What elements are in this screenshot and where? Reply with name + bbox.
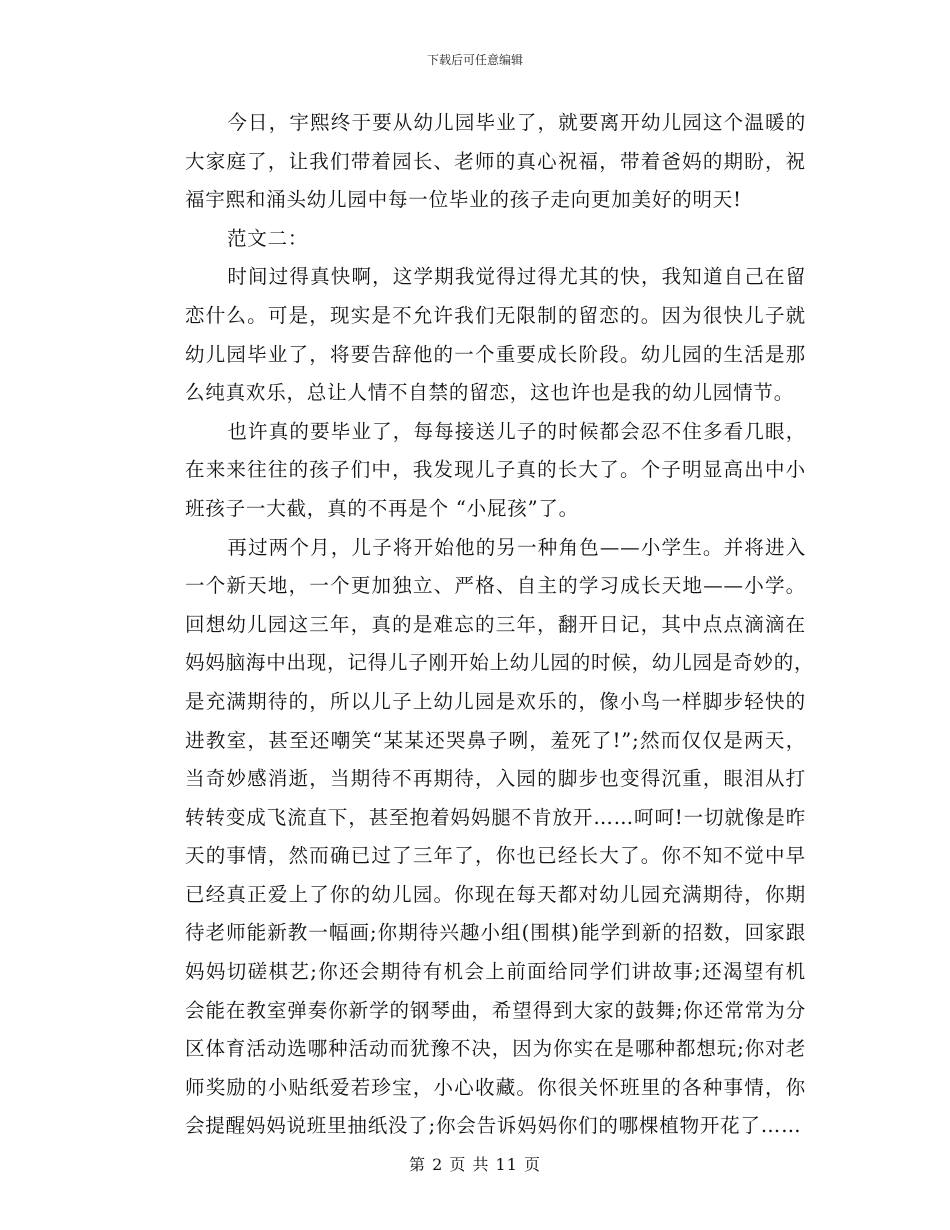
- paragraph-4: [146, 413, 806, 529]
- text-line: 时间过得真快啊，这学期我觉得过得尤其的快，我知道自己在留: [227, 265, 806, 289]
- text-line: 大家庭了，让我们带着园长、老师的真心祝福，带着爸妈的期盼，祝: [185, 149, 806, 173]
- text-line: 进教室，甚至还嘲笑“某某还哭鼻子咧，羞死了!”;然而仅仅是两天，: [185, 728, 806, 752]
- text-line: 区体育活动选哪种活动而犹豫不决，因为你实在是哪种都想玩;你对老: [185, 1037, 806, 1061]
- text-line: 恋什么。可是，现实是不允许我们无限制的留恋的。因为很快儿子就: [185, 303, 806, 327]
- text-line: 一个新天地，一个更加独立、严格、自主的学习成长天地——小学。: [185, 574, 806, 598]
- paragraph-1: [146, 104, 806, 220]
- text-line: 也许真的要毕业了，每每接送儿子的时候都会忍不住多看几眼，: [227, 419, 806, 443]
- text-line: 今日，宇熙终于要从幼儿园毕业了，就要离开幼儿园这个温暖的: [227, 111, 806, 134]
- text-line: 妈妈切磋棋艺;你还会期待有机会上前面给同学们讲故事;还渴望有机: [185, 960, 806, 984]
- text-line: 会提醒妈妈说班里抽纸没了;你会告诉妈妈你们的哪棵植物开花了……: [185, 1114, 802, 1138]
- text-line: 幼儿园毕业了，将要告辞他的一个重要成长阶段。幼儿园的生活是那: [185, 342, 806, 366]
- text-line: 会能在教室弹奏你新学的钢琴曲，希望得到大家的鼓舞;你还常常为分: [185, 998, 806, 1022]
- paragraph-5: [146, 529, 815, 1147]
- text-line: 当奇妙感消逝，当期待不再期待，入园的脚步也变得沉重，眼泪从打: [185, 767, 806, 791]
- text-line: 是充满期待的，所以儿子上幼儿园是欢乐的，像小鸟一样脚步轻快的: [185, 689, 806, 713]
- page-footer: 第 2 页 共 11 页: [409, 1155, 541, 1174]
- paragraph-3: [146, 258, 806, 412]
- text-line: 班孩子一大截，真的不再是个 “小屁孩”了。: [185, 496, 579, 520]
- text-line: 再过两个月，儿子将开始他的另一种角色——小学生。并将进入: [227, 535, 806, 559]
- text-line: 已经真正爱上了你的幼儿园。你现在每天都对幼儿园充满期待，你期: [185, 882, 806, 906]
- text-line: 转转变成飞流直下，甚至抱着妈妈腿不肯放开……呵呵!一切就像是昨: [185, 805, 806, 829]
- paragraph-2-heading: [146, 220, 806, 259]
- text-line: 回想幼儿园这三年，真的是难忘的三年，翻开日记，其中点点滴滴在: [185, 612, 806, 636]
- text-line: 天的事情，然而确已过了三年了，你也已经长大了。你不知不觉中早: [185, 844, 806, 868]
- text-line: 妈妈脑海中出现，记得儿子刚开始上幼儿园的时候，幼儿园是奇妙的，: [185, 651, 815, 675]
- text-line: 福宇熙和涌头幼儿园中每一位毕业的孩子走向更加美好的明天!: [185, 188, 742, 212]
- page-header: 下载后可任意编辑: [426, 53, 523, 67]
- text-line: 待老师能新教一幅画;你期待兴趣小组(围棋)能学到新的招数，回家跟: [185, 921, 806, 945]
- document-body: [146, 104, 815, 1146]
- section-heading: 范文二：: [227, 226, 309, 250]
- text-line: 么纯真欢乐，总让人情不自禁的留恋，这也许也是我的幼儿园情节。: [185, 381, 795, 405]
- text-line: 师奖励的小贴纸爱若珍宝，小心收藏。你很关怀班里的各种事情，你: [185, 1075, 806, 1099]
- text-line: 在来来往往的孩子们中，我发现儿子真的长大了。个子明显高出中小: [185, 458, 806, 482]
